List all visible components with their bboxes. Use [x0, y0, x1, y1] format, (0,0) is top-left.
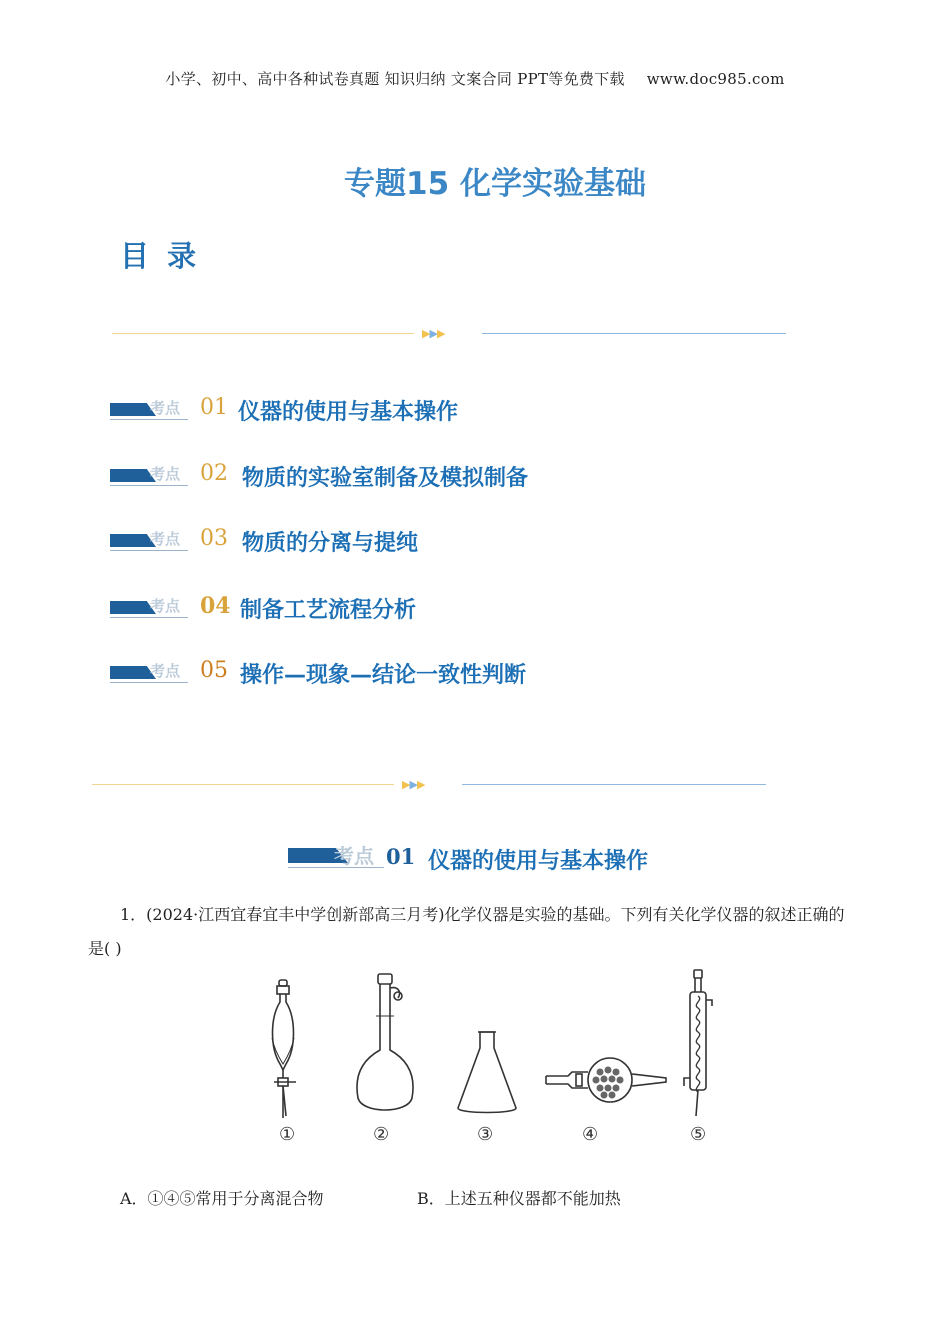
- toc-label: 制备工艺流程分析: [240, 598, 417, 623]
- figure-label-1: ①: [279, 1124, 296, 1145]
- toc-number: 01: [200, 395, 228, 420]
- kaodian-badge: 考点: [110, 597, 190, 619]
- figure-label-4: ④: [582, 1124, 599, 1145]
- toc-item-5[interactable]: [110, 656, 810, 690]
- separatory-funnel-icon: [272, 980, 296, 1118]
- section-name: 仪器的使用与基本操作: [428, 849, 649, 874]
- toc-heading: 目 录: [120, 239, 201, 273]
- toc-number: 02: [200, 461, 228, 486]
- question-1: 1．(2024·江西宜春宜丰中学创新部高三月考)化学仪器是实验的基础。下列有关化学仪器的叙述正确的是( ): [88, 905, 845, 958]
- figure-label-3: ③: [477, 1124, 494, 1145]
- toc-item-1[interactable]: [110, 393, 810, 427]
- figure-label-2: ②: [373, 1124, 390, 1145]
- kaodian-badge-label: 考点: [334, 844, 374, 868]
- condenser-icon: [684, 970, 712, 1116]
- toc-label: 仪器的使用与基本操作: [238, 400, 459, 425]
- kaodian-badge: 考点: [110, 465, 190, 487]
- figure-labels: [0, 1124, 950, 1148]
- figure-label-5: ⑤: [690, 1124, 707, 1145]
- divider-bottom: ▶▶▶: [92, 778, 768, 792]
- option-b: B．上述五种仪器都不能加热: [417, 1189, 621, 1208]
- section-heading: [288, 842, 708, 876]
- volumetric-flask-icon: [357, 974, 413, 1110]
- kaodian-badge: 考点: [110, 530, 190, 552]
- document-title: 专题15 化学实验基础: [344, 166, 646, 202]
- toc-item-2[interactable]: [110, 459, 810, 493]
- header-site[interactable]: www.doc985.com: [646, 70, 785, 88]
- toc-number: 03: [200, 526, 228, 551]
- divider-top: ▶▶▶: [112, 327, 788, 341]
- kaodian-badge: 考点: [110, 399, 190, 421]
- kaodian-badge: 考点: [110, 662, 190, 684]
- toc-item-3[interactable]: [110, 524, 810, 558]
- header-text: 小学、初中、高中各种试卷真题 知识归纳 文案合同 PPT等免费下载: [165, 70, 625, 88]
- drying-tube-icon: [546, 1058, 666, 1102]
- toc-label: 物质的分离与提纯: [242, 531, 419, 556]
- toc-item-4[interactable]: [110, 591, 810, 625]
- option-a: A．①④⑤常用于分离混合物: [120, 1189, 324, 1208]
- toc-number: 04: [200, 593, 231, 619]
- toc-label: 操作—现象—结论一致性判断: [240, 663, 527, 688]
- toc-number: 05: [200, 658, 228, 683]
- page-header: [0, 68, 950, 89]
- conical-flask-icon: [458, 1032, 516, 1113]
- apparatus-figure: [258, 968, 738, 1118]
- toc-label: 物质的实验室制备及模拟制备: [242, 466, 529, 491]
- section-number: 01: [386, 844, 416, 869]
